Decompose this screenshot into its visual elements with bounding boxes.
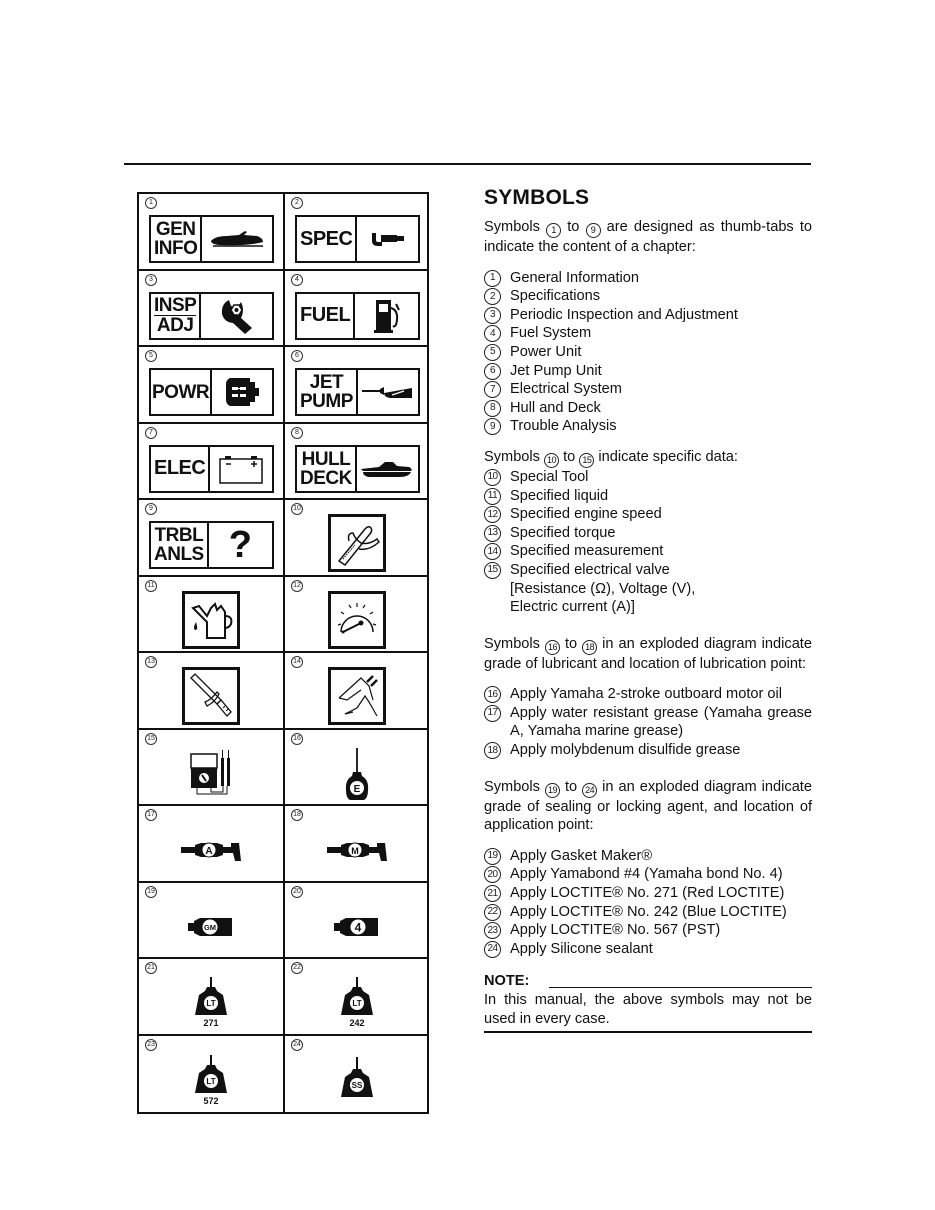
intro-lube: Symbols 16 to 18 in an exploded diagram indicate grade of lubricant and location of lubrication point: — [484, 635, 812, 672]
thumb-tab-fuel — [295, 292, 420, 340]
sealant-tube-icon — [139, 897, 283, 958]
svg-text:LT: LT — [206, 1076, 216, 1086]
symbol-cell-20 — [285, 883, 429, 960]
list-item: 21 Apply LOCTITE® No. 271 (Red LOCTITE) — [484, 884, 812, 903]
wrench-nut-icon — [201, 294, 272, 338]
thumb-tab-label: SPEC — [297, 217, 357, 261]
thumb-tab-spec — [295, 215, 420, 263]
thumb-tab-label: HULL DECK — [297, 447, 357, 491]
thumb-tab-jet-pump — [295, 368, 420, 416]
svg-text:242: 242 — [349, 1018, 365, 1029]
note-rule-bottom — [484, 1031, 812, 1033]
tachometer-icon — [328, 591, 386, 649]
symbol-number: 17 — [145, 809, 157, 821]
thumb-tab-trbl-anls — [149, 521, 274, 569]
thumb-tab-label: ELEC — [151, 447, 210, 491]
caliper-icon — [328, 667, 386, 725]
list-item: 15 Specified electrical valve — [484, 561, 812, 580]
thumb-tab-label: POWR — [151, 370, 212, 414]
svg-text:A: A — [205, 846, 213, 858]
thumb-tab-label: JET PUMP — [297, 370, 358, 414]
seal-list — [484, 847, 812, 959]
list-item: 14 Specified measurement — [484, 542, 812, 561]
symbol-number: 1 — [145, 197, 157, 209]
list-item: 6 Jet Pump Unit — [484, 362, 812, 381]
symbol-number: 21 — [145, 962, 157, 974]
hull-icon — [357, 447, 418, 491]
list-item: 7 Electrical System — [484, 380, 812, 399]
symbol-cell-17 — [139, 806, 285, 883]
list-item: 1 General Information — [484, 269, 812, 288]
multimeter-icon — [139, 744, 283, 805]
symbol-number: 14 — [291, 656, 303, 668]
page-title: SYMBOLS — [484, 186, 590, 209]
symbol-cell-15 — [139, 730, 285, 807]
data-list — [484, 468, 812, 617]
thumb-tab-gen-info — [149, 215, 274, 263]
thumb-tab-elec — [149, 445, 274, 493]
sealant-tube-icon — [285, 897, 429, 958]
symbol-cell-8 — [285, 424, 429, 501]
thumb-tab-powr — [149, 368, 274, 416]
symbol-cell-21 — [139, 959, 285, 1036]
svg-text:LT: LT — [352, 999, 362, 1009]
symbol-cell-9 — [139, 500, 285, 577]
list-item: 8 Hull and Deck — [484, 399, 812, 418]
symbol-cell-14 — [285, 653, 429, 730]
svg-text:GM: GM — [203, 922, 217, 932]
jet-pump-icon — [358, 370, 418, 414]
symbol-cell-7 — [139, 424, 285, 501]
symbol-number: 12 — [291, 580, 303, 592]
symbol-cell-12 — [285, 577, 429, 654]
list-item: 13 Specified torque — [484, 524, 812, 543]
engine-icon — [212, 370, 272, 414]
list-item: 16 Apply Yamaha 2-stroke outboard motor oil — [484, 685, 812, 704]
symbol-number: 20 — [291, 886, 303, 898]
list-item: 20 Apply Yamabond #4 (Yamaha bond No. 4) — [484, 865, 812, 884]
svg-text:LT: LT — [206, 999, 216, 1009]
symbol-cell-11 — [139, 577, 285, 654]
symbol-number: 4 — [291, 274, 303, 286]
svg-text:E: E — [353, 783, 361, 795]
thumb-tab-insp-adj — [149, 292, 274, 340]
torque-wrench-icon — [182, 667, 240, 725]
intro-seal: Symbols 19 to 24 in an exploded diagram indicate grade of sealing or locking agent, and location of application point: — [484, 778, 812, 834]
symbol-number: 13 — [145, 656, 157, 668]
loctite-bottle-icon — [139, 973, 283, 1034]
silicone-bottle-icon — [285, 1050, 429, 1113]
svg-text:572: 572 — [203, 1095, 219, 1106]
symbol-cell-6 — [285, 347, 429, 424]
list-item: 22 Apply LOCTITE® No. 242 (Blue LOCTITE) — [484, 903, 812, 922]
symbol-number: 8 — [291, 427, 303, 439]
symbol-cell-22 — [285, 959, 429, 1036]
thumb-tab-label: FUEL — [297, 294, 355, 338]
symbol-number: 5 — [145, 350, 157, 362]
loctite-bottle-icon — [139, 1050, 283, 1113]
list-item: 10 Special Tool — [484, 468, 812, 487]
symbols-text — [484, 185, 812, 1033]
list-item-continuation: Electric current (A)] — [510, 599, 635, 616]
symbol-number: 16 — [291, 733, 303, 745]
list-item: 24 Apply Silicone sealant — [484, 940, 812, 959]
oil-can-icon — [182, 591, 240, 649]
symbol-cell-1 — [139, 194, 285, 271]
symbol-cell-18 — [285, 806, 429, 883]
note-text: In this manual, the above symbols may not be used in every case. — [484, 992, 812, 1027]
symbol-cell-2 — [285, 194, 429, 271]
symbol-cell-23 — [139, 1036, 285, 1113]
list-item: 23 Apply LOCTITE® No. 567 (PST) — [484, 921, 812, 940]
symbol-number: 15 — [145, 733, 157, 745]
intro-thumbtabs: Symbols 1 to 9 are designed as thumb-tabs to indicate the content of a chapter: — [484, 219, 813, 255]
micrometer-icon — [357, 217, 418, 261]
list-item: 17 Apply water resistant grease (Yamaha grease A, Yamaha marine grease) — [484, 704, 812, 741]
symbol-number: 24 — [291, 1039, 303, 1051]
list-item: 4 Fuel System — [484, 324, 812, 343]
note-rule-top — [549, 987, 812, 989]
intro-data: Symbols 10 to 15 indicate specific data: — [484, 448, 812, 468]
grease-tube-icon — [139, 820, 283, 881]
symbol-number: 7 — [145, 427, 157, 439]
symbol-cell-16 — [285, 730, 429, 807]
list-item: 11 Specified liquid — [484, 487, 812, 506]
thumb-tab-label: GEN INFO — [151, 217, 202, 261]
list-item: 5 Power Unit — [484, 343, 812, 362]
thumb-tab-label: INSP ADJ — [151, 294, 201, 338]
watercraft-icon — [202, 217, 272, 261]
list-item: 12 Specified engine speed — [484, 505, 812, 524]
symbol-number: 22 — [291, 962, 303, 974]
grease-tube-icon — [285, 820, 429, 881]
oil-bottle-icon — [285, 744, 429, 805]
thumb-tab-hull-deck — [295, 445, 420, 493]
svg-text:SS: SS — [351, 1080, 363, 1090]
battery-icon — [210, 447, 272, 491]
symbol-number: 2 — [291, 197, 303, 209]
list-item: 3 Periodic Inspection and Adjustment — [484, 306, 812, 325]
svg-text:271: 271 — [203, 1018, 219, 1029]
symbol-number: 23 — [145, 1039, 157, 1051]
symbol-number: 11 — [145, 580, 157, 592]
header-rule — [124, 163, 811, 165]
symbol-cell-10 — [285, 500, 429, 577]
chapter-list — [484, 269, 812, 436]
symbol-number: 18 — [291, 809, 303, 821]
question-icon: ? — [228, 524, 252, 566]
svg-text:4: 4 — [354, 920, 362, 935]
note-heading: NOTE: — [484, 972, 812, 991]
list-item: 19 Apply Gasket Maker® — [484, 847, 812, 866]
list-item: 2 Specifications — [484, 287, 812, 306]
symbol-cell-4 — [285, 271, 429, 348]
list-item-continuation: [Resistance (Ω), Voltage (V), — [510, 580, 696, 597]
symbol-cell-24 — [285, 1036, 429, 1113]
lube-list — [484, 685, 812, 759]
fuel-pump-icon — [355, 294, 418, 338]
symbol-number: 3 — [145, 274, 157, 286]
symbol-number: 9 — [145, 503, 157, 515]
list-item: 9 Trouble Analysis — [484, 417, 812, 436]
loctite-bottle-icon — [285, 973, 429, 1034]
symbol-number: 10 — [291, 503, 303, 515]
symbol-cell-19 — [139, 883, 285, 960]
symbol-number: 19 — [145, 886, 157, 898]
list-item: 18 Apply molybdenum disulfide grease — [484, 741, 812, 760]
special-tool-icon — [328, 514, 386, 572]
symbol-number: 6 — [291, 350, 303, 362]
symbol-cell-13 — [139, 653, 285, 730]
symbol-grid — [137, 192, 429, 1114]
symbol-cell-5 — [139, 347, 285, 424]
svg-text:M: M — [351, 846, 359, 857]
thumb-tab-label: TRBL ANLS — [151, 523, 209, 567]
symbol-cell-3 — [139, 271, 285, 348]
